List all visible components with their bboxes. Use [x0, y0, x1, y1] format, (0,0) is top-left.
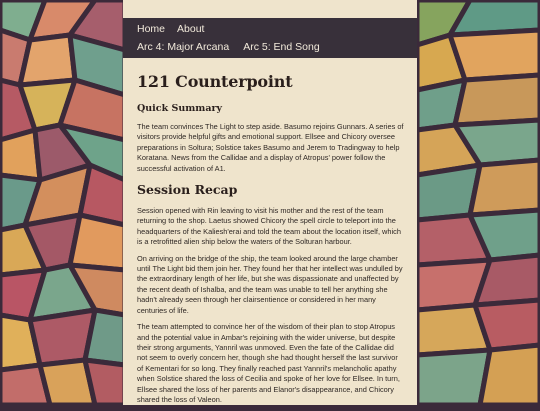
nav-row-primary [137, 23, 216, 35]
nav-link-home[interactable]: Home [137, 23, 166, 35]
recap-paragraph-3: The team attempted to convince her of the wisdom of their plan to stop Atropus and the potential value in Ambar's rejoining with the wider universe, but despite their strong arguments, Yannril was unmoved. Even the fate of the Callidae did not seem to overly concern her, though she had thought herself the last survivor of Kementari for so long. They finally reached past Yannril's melancholic apathy when Solstice shared the loss of Cecilia and spoke of her love for Ellsee. In turn, Ellsee shared the loss of her parents and Elanor's disappearance, and Chicory shared the loss of Valeon. [137, 322, 400, 404]
summary-heading: Quick Summary [137, 103, 223, 114]
article [137, 72, 405, 411]
page-title: 121 Counterpoint [137, 72, 293, 91]
site-navigation [123, 18, 417, 58]
nav-link-arc-5[interactable]: Arc 5: End Song [243, 41, 320, 53]
summary-paragraph: The team convinces The Light to step aside. Basumo rejoins Gunnars. A series of visitors provide helpful gifts and emotional support. Ellsee and Chicory oversee preparations in Soltura; Solstice takes Basumo and Jerem to Tradingway to help Koratana. News from the Callidae and a display of Atropus' power follow the successful activation of A1. [137, 122, 404, 173]
recap-paragraph-1: Session opened with Rin leaving to visit his mother and the rest of the team returning to the shop. Laetus showed Chicory the spell circle to teleport into the headquarters of the Kaliesh'erai and told the team about the location itself, which is a retrofitted alien ship below the waters of the Solturan harbour. [137, 206, 401, 247]
nav-link-arc-4[interactable]: Arc 4: Major Arcana [137, 41, 230, 53]
recap-heading: Session Recap [137, 182, 238, 198]
nav-row-arcs [137, 41, 334, 53]
nav-link-about[interactable]: About [177, 23, 205, 35]
recap-paragraph-2: On arriving on the bridge of the ship, the team looked around the large chamber until The Light bid them join her. They found her that her intellect was undulled by the extraordinary length of her life, but she was dispassionate and unaffected by the recent death of Ishalba, and the team was unable to tell her anything she hadn't already seen through her clairsentience or considered in her many centuries of life. [137, 253, 403, 315]
